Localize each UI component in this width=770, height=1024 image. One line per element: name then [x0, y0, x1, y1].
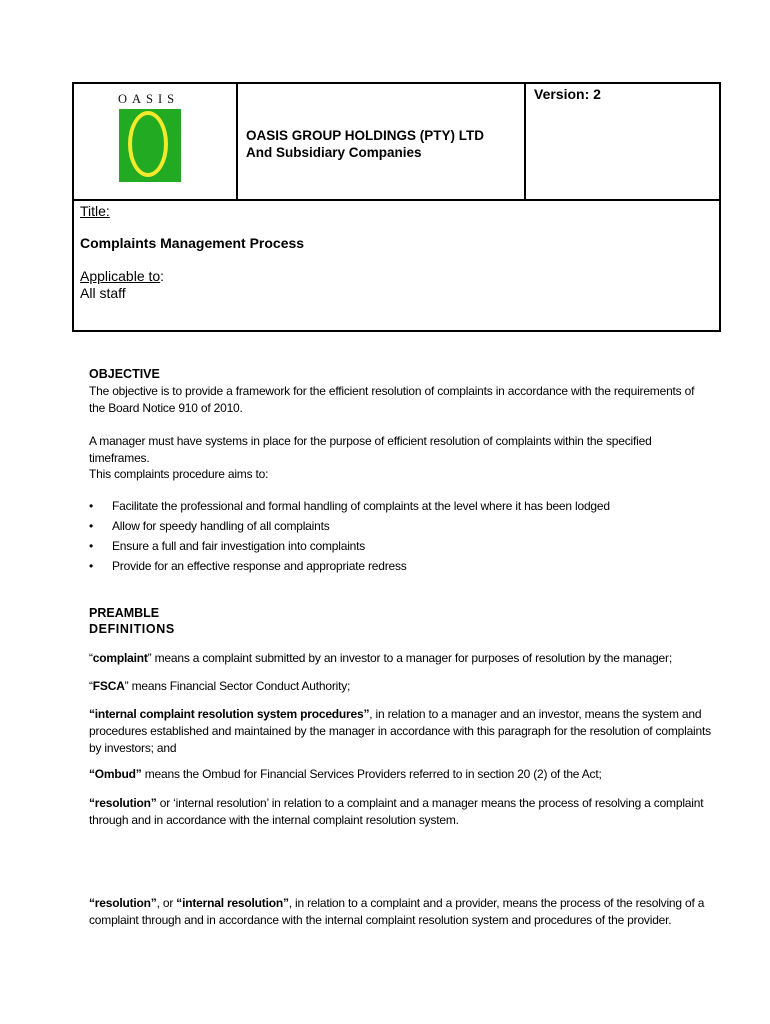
document-title: Complaints Management Process: [80, 235, 305, 251]
document-header-table: [72, 82, 721, 332]
company-subtitle: And Subsidiary Companies: [246, 145, 422, 160]
objective-bullet-list: [89, 498, 610, 578]
applicable-label: Applicable to:: [80, 268, 165, 284]
version-cell: [526, 84, 719, 199]
objective-heading: OBJECTIVE: [89, 367, 160, 381]
company-name: OASIS GROUP HOLDINGS (PTY) LTD: [246, 128, 485, 143]
definition-resolution-provider: “resolution”, or “internal resolution”, in relation to a complaint and a provider, means the process of the resolving of a complaint through and in accordance with the internal complaint resolution system and procedures of the provider.: [89, 896, 705, 927]
oasis-logo: [119, 109, 181, 182]
definition-ombud: “Ombud” means the Ombud for Financial Services Providers referred to in section 20 (2) of the Act;: [89, 767, 602, 781]
objective-paragraph-1: The objective is to provide a framework for the efficient resolution of complaints in accordance with the requirements of the Board Notice 910 of 2010.: [89, 384, 695, 415]
logo-o-mark: [128, 111, 168, 177]
header-top-row: [74, 84, 719, 201]
definition-fsca: “FSCA” means Financial Sector Conduct Authority;: [89, 679, 351, 693]
objective-paragraph-2: A manager must have systems in place for the purpose of efficient resolution of complaints within the specified timeframes.: [89, 434, 652, 465]
list-item: • Provide for an effective response and appropriate redress: [89, 558, 610, 578]
list-item: • Facilitate the professional and formal handling of complaints at the level where it has been lodged: [89, 498, 610, 518]
objective-paragraph-3: This complaints procedure aims to:: [89, 467, 269, 481]
logo-wordmark: OASIS: [118, 92, 180, 106]
logo-cell: [74, 84, 238, 199]
definition-icrs-procedures: “internal complaint resolution system procedures”, in relation to a manager and an investor, means the system and procedures established and maintained by the manager in accordance with this paragraph for the resolution of complaints by investors; and: [89, 707, 711, 755]
definitions-heading: DEFINITIONS: [89, 622, 175, 636]
title-label: Title:: [80, 203, 110, 219]
version-label: Version: 2: [534, 86, 601, 102]
applicable-value: All staff: [80, 285, 126, 301]
list-item: • Ensure a full and fair investigation into complaints: [89, 538, 610, 558]
definition-complaint: “complaint” means a complaint submitted by an investor to a manager for purposes of resolution by the manager;: [89, 651, 672, 665]
company-cell: [238, 84, 526, 199]
definition-resolution: “resolution” or ‘internal resolution’ in relation to a complaint and a manager means the process of resolving a complaint through and in accordance with the internal complaint resolution system.: [89, 796, 704, 827]
preamble-heading: PREAMBLE: [89, 606, 160, 620]
list-item: • Allow for speedy handling of all complaints: [89, 518, 610, 538]
